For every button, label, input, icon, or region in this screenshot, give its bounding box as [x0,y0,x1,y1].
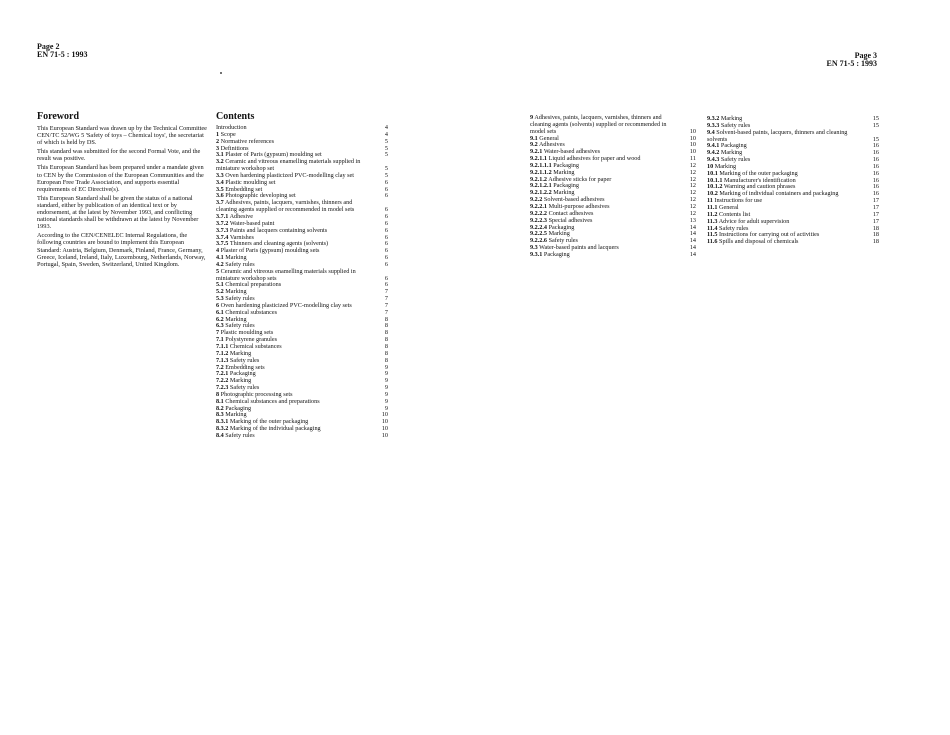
toc-entry-text: Marking [720,149,743,157]
toc-entry [530,115,696,136]
toc-entry-page: 16 [872,183,879,191]
toc-entry-number: 9.2.1.2.1 [530,182,552,190]
toc-entry-page: 9 [384,397,388,405]
toc-entry-page: 16 [872,142,879,150]
toc-entry-page: 12 [689,161,696,169]
toc-entry [216,125,388,132]
toc-entry-number: 10.1 [707,169,718,177]
toc-entry-page: 10 [689,141,696,149]
toc-entry-text: Packaging [720,142,747,150]
toc-entry-number: 8.4 [216,431,224,439]
toc-entry-text: Marking [225,315,247,323]
toc-entry-number: 9.2.2.1 [530,202,548,210]
toc-entry-number: 9.4.3 [707,156,720,164]
toc-entry-number: 3.7.5 [216,240,229,248]
toc-entry-text: Packaging [229,370,256,378]
toc-entry-page: 8 [384,336,388,344]
toc-entry-number: 9.2.2.5 [530,230,548,238]
toc-entry-number: 7.2 [216,363,224,371]
toc-entry-text: Water-based adhesives [543,148,601,156]
toc-entry-text: Marking [225,288,247,296]
toc-entry-number: 9.3.2 [707,115,720,122]
toc-entry-title [216,200,376,214]
toc-entry-page: 8 [384,356,388,364]
toc-entry-page: 9 [384,404,388,412]
toc-entry-text: Manufacturer's identification [724,176,796,184]
toc-entry [216,433,388,440]
toc-entry-text: Packaging [225,404,252,412]
toc-entry-text: Oven hardening plasticized PVC-modelling clay set [225,171,354,179]
toc-entry [707,130,879,144]
toc-entry-text: General [719,203,739,211]
toc-entry-number: 9.2.2 [530,196,543,204]
toc-entry-text: Instructions for carrying out of activities [719,231,820,239]
toc-entry-title [216,269,376,283]
toc-entry-page: 10 [689,148,696,156]
toc-entry-text: Polystyrene granules [225,336,278,344]
toc-entry-number: 7.1.3 [216,356,229,364]
toc-entry-number: 6.1 [216,308,224,316]
toc-entry-page: 5 [384,151,388,159]
toc-entry-number: 10.2 [707,190,718,198]
toc-entry-text: Adhesive [229,212,253,220]
toc-entry-page: 11 [690,155,696,163]
toc-entry [530,252,696,259]
toc-entry-number: 8.3.2 [216,425,229,433]
toc-entry-title [707,130,867,144]
toc-entry-number: 4 [216,247,220,255]
toc-entry-page: 10 [381,411,388,419]
toc-entry-page: 4 [384,130,388,138]
toc-entry-number: 5.2 [216,288,224,296]
toc-entry-text: Safety rules [720,121,751,129]
toc-entry-page: 9 [384,390,388,398]
toc-entry-number: 9.2.2.3 [530,216,548,224]
toc-entry-number: 9.4.2 [707,149,720,157]
toc-entry-text: Plastic moulding set [225,178,276,186]
toc-entry-number: 8.2 [216,404,224,412]
toc-entry-number: 10.1.2 [707,183,723,191]
foreword-heading: Foreword [37,111,80,122]
toc-entry-page: 18 [872,224,879,232]
toc-entry-number: 7.2.3 [216,384,229,392]
toc-entry-text: Marking [225,411,247,419]
toc-entry [216,269,388,283]
toc-entry-text: Safety rules [229,384,260,392]
toc-entry-number: 3.7.4 [216,233,229,241]
toc-entry-text: Safety rules [719,224,749,232]
toc-entry-page: 8 [384,322,388,330]
toc-entry-number: 9.2.1.2.2 [530,189,552,197]
toc-entry-number: 7.1.1 [216,343,229,350]
toc-entry-text: Multi-purpose adhesives [548,202,610,210]
toc-entry-number: 9.2.1.1.2 [530,168,552,176]
toc-entry-page: 14 [689,230,696,238]
toc-entry-text: Marking of the outer packaging [719,169,798,177]
toc-entry-number: 8.1 [216,397,224,405]
toc-entry-page: 16 [872,162,879,170]
toc-entry-text: Advice for adult supervision [718,217,790,225]
toc-entry-page: 18 [872,231,879,239]
toc-entry-text: Packaging [548,223,575,231]
toc-entry-number: 3 [216,144,220,152]
toc-entry [216,159,388,173]
toc-entry-page: 5 [384,165,388,173]
toc-entry-page: 8 [384,343,388,350]
toc-entry-text: Water-based paints and lacquers [539,244,619,252]
right-page-number: Page 3 [854,51,877,60]
toc-entry-page: 17 [872,197,879,205]
toc-entry-page: 8 [384,329,388,337]
toc-column-1 [216,125,388,440]
toc-entry-text: Packaging [543,250,570,258]
toc-entry-page: 6 [384,178,388,186]
toc-entry-text: Safety rules [225,260,255,268]
toc-entry-page: 13 [689,216,696,224]
foreword-paragraph: This European Standard was drawn up by the Technical Committee CEN/TC 52/WG 5 'Safety of toys – Chemical toys', the secretariat of which is held by DS. [37,125,207,147]
toc-entry-text: Introduction [216,124,247,131]
scan-speck [220,72,222,74]
toc-entry-number: 4.1 [216,254,224,262]
toc-entry-page: 9 [384,384,388,392]
toc-entry-number: 6 [216,301,220,309]
toc-entry-number: 7.1 [216,336,224,344]
toc-entry-title [216,159,376,173]
toc-entry-number: 3.1 [216,151,224,159]
toc-entry-text: Oven hardening plasticized PVC-modelling clay sets [220,301,352,309]
toc-entry-page: 15 [872,115,879,122]
toc-entry-text: Chemical preparations [225,281,282,289]
toc-entry-number: 11.6 [707,238,718,246]
toc-entry-page: 16 [872,176,879,184]
toc-entry-number: 3.5 [216,185,224,193]
toc-entry-number: 7.2.1 [216,370,229,378]
toc-entry-page: 12 [689,189,696,197]
toc-entry-page: 9 [384,377,388,385]
toc-entry-page: 10 [689,134,696,142]
toc-entry-page: 17 [872,217,879,225]
toc-entry-title [530,115,684,136]
toc-entry-text: Warning and caution phrases [723,183,796,191]
toc-entry-number: 8 [216,390,220,398]
toc-entry-text: Plaster of Paris (gypsum) moulding sets [220,247,320,255]
toc-column-2 [530,115,696,259]
toc-entry-text: Water-based paint [229,219,275,227]
toc-entry-page: 15 [872,121,879,129]
foreword-paragraph: This European Standard shall be given the status of a national standard, either by publication of an identical text or by endorsement, at the latest by November 1993, and conflicting national standards shall be withdrawn at the latest by November 1993. [37,194,199,231]
toc-entry-number: 5.3 [216,295,224,303]
toc-entry-text: Contents list [719,210,751,218]
toc-entry-page: 9 [384,370,388,378]
toc-entry-text: Marking of the individual packaging [229,425,321,433]
toc-entry-page: 16 [872,169,879,177]
toc-entry-text: Marking [229,377,252,385]
toc-entry-page: 10 [381,431,388,439]
toc-entry-page: 6 [384,274,388,282]
toc-entry-page: 5 [384,137,388,145]
toc-entry-text: Spills and disposal of chemicals [719,238,799,246]
toc-entry-text: Safety rules [548,237,578,245]
toc-entry-page: 6 [384,281,388,289]
toc-entry-page: 6 [384,185,388,193]
toc-entry-page: 4 [384,124,388,131]
toc-entry-text: Marking [714,162,737,170]
toc-entry-page: 6 [384,260,388,268]
toc-entry-text: Embedding sets [225,363,265,371]
toc-entry-page: 6 [384,226,388,234]
toc-entry-page: 6 [384,247,388,255]
toc-entry-number: 7 [216,329,220,337]
toc-entry-title [530,252,684,259]
toc-entry-page: 10 [381,418,388,426]
toc-entry-page: 7 [384,295,388,303]
toc-entry-text: Solvent-based paints, lacquers, thinners and cleaning solvents [707,128,848,143]
toc-column-3 [707,116,879,246]
toc-entry-number: 10 [707,162,714,170]
toc-entry-number: 9.2.2.2 [530,209,548,217]
toc-entry-number: 9.4.1 [707,142,720,150]
toc-entry-page: 16 [872,156,879,164]
toc-entry-text: Plastic moulding sets [220,329,274,337]
toc-entry-page: 7 [384,301,388,309]
toc-entry-text: Marking [553,189,575,197]
toc-entry-text: Liquid adhesives for paper and wood [548,155,641,163]
toc-entry-text: Marking [720,115,743,122]
toc-entry-page: 10 [381,425,388,433]
toc-entry-number: 8.3.1 [216,418,229,426]
toc-entry-page: 15 [872,135,879,143]
toc-entry-number: 1 [216,130,220,138]
toc-entry-text: Safety rules [225,295,255,303]
toc-entry-number: 9.2 [530,141,538,149]
toc-entry-page: 6 [384,206,388,214]
toc-entry-text: Photographic processing sets [220,390,293,398]
toc-entry-number: 3.3 [216,171,224,179]
toc-entry-number: 9.2.1 [530,148,543,156]
toc-entry-number: 11.3 [707,217,718,225]
toc-entry-text: Solvent-based adhesives [543,196,605,204]
toc-entry-text: Marking of the outer packaging [229,418,309,426]
toc-entry-number: 3.4 [216,178,224,186]
toc-entry-text: Marking [553,168,575,176]
toc-entry-text: Adhesives, paints, lacquers, varnishes, thinners and cleaning agents (solvents) supplied or recommended in model sets [530,114,667,135]
foreword-paragraph: According to the CEN/CENELEC Internal Regulations, the following countries are bound to implement this European Standard: Austria, Belgium, Denmark, Finland, France, Germany, Greece, Iceland, Ireland, Italy, Luxembourg, Netherlands, Norway, Portugal, Spain, Sweden, Switzerland, United Kingdom. [37,232,206,268]
toc-entry-page: 14 [689,250,696,258]
left-doc-id: EN 71-5 : 1993 [37,50,88,59]
contents-heading: Contents [216,111,255,122]
toc-entry-page: 12 [689,196,696,204]
toc-entry-text: Paints and lacquers containing solvents [229,226,328,234]
toc-entry-number: 7.2.2 [216,377,229,385]
toc-entry-page: 8 [384,315,388,323]
toc-entry-page: 12 [689,168,696,176]
toc-entry-number: 5 [216,267,220,275]
toc-entry-text: Varnishes [229,233,254,241]
toc-entry-text: Embedding set [225,185,263,193]
toc-entry-text: Plaster of Paris (gypsum) moulding set [225,151,322,159]
toc-entry-number: 3.6 [216,192,224,200]
toc-entry-text: Chemical substances [229,343,282,350]
toc-entry-page: 18 [872,238,879,246]
toc-entry-page: 12 [689,182,696,190]
toc-entry-page: 16 [872,149,879,157]
toc-entry-number: 6.2 [216,315,224,323]
toc-entry-number: 8.3 [216,411,224,419]
toc-entry-text: Ceramic and vitreous enamelling materials supplied in miniature workshop sets [216,267,356,282]
toc-entry-page: 14 [689,237,696,245]
toc-entry-number: 9.3.3 [707,121,720,129]
toc-entry-number: 9.1 [530,134,538,142]
toc-entry-page: 5 [384,144,388,152]
toc-entry-text: Packaging [553,161,579,169]
toc-entry-page: 12 [689,202,696,210]
toc-entry-number: 2 [216,137,220,145]
toc-entry-text: Special adhesives [548,216,593,224]
toc-entry-number: 9.3.1 [530,250,543,258]
toc-entry-text: Scope [220,130,236,138]
toc-entry-text: Adhesives [538,141,565,149]
toc-entry-text: Thinners and cleaning agents (solvents) [229,240,329,248]
toc-entry-page: 6 [384,240,388,248]
toc-entry-text: Marking [548,230,570,238]
toc-entry [216,200,388,214]
toc-entry-text: General [539,134,559,142]
toc-entry-page: 8 [384,349,388,357]
toc-entry-text: Contact adhesives [548,209,594,217]
toc-entry-text: Marking [225,254,247,262]
toc-entry-number: 9.2.2.4 [530,223,548,231]
toc-entry-page: 14 [689,244,696,252]
toc-entry-page: 16 [872,190,879,198]
toc-entry-text: Marking [229,349,252,357]
toc-entry-number: 6.3 [216,322,224,330]
toc-entry-number: 10.1.1 [707,176,723,184]
toc-entry-page: 17 [872,210,879,218]
toc-entry-number: 7.1.2 [216,349,229,357]
toc-entry-number: 11.2 [707,210,718,218]
toc-entry-page: 10 [689,127,696,135]
toc-entry-number: 3.7.3 [216,226,229,234]
toc-entry-page: 7 [384,288,388,296]
toc-entry-number: 3.7.2 [216,219,229,227]
toc-entry-page: 12 [689,209,696,217]
toc-entry-text: Chemical substances [225,308,278,316]
toc-entry-text: Safety rules [225,431,255,439]
toc-entry-number: 3.2 [216,158,224,166]
toc-entry-number: 9 [530,114,534,121]
toc-entry-number: 9.2.1.2 [530,175,548,183]
toc-entry-number: 9.2.1.1.1 [530,161,552,169]
toc-entry-page: 5 [384,171,388,179]
toc-entry-text: Instructions for use [714,197,763,205]
toc-entry-number: 3.7 [216,199,224,207]
toc-entry-text: Adhesives, paints, lacquers, varnishes, thinners and cleaning agents supplied or recommended in model sets [216,199,355,214]
toc-entry-page: 6 [384,219,388,227]
toc-entry-text: Safety rules [720,156,751,164]
left-page-number: Page 2 [37,42,60,51]
toc-entry-number: 9.3 [530,244,538,252]
toc-entry-title [216,125,376,132]
toc-entry-page: 7 [384,308,388,316]
toc-entry-page: 12 [689,175,696,183]
toc-entry-number: 4.2 [216,260,224,268]
toc-entry-number: 11.1 [707,203,718,211]
toc-entry-text: Safety rules [229,356,260,364]
toc-entry-page: 9 [384,363,388,371]
toc-entry-text: Normative references [220,137,275,145]
foreword-paragraph: This standard was submitted for the second Formal Vote, and the result was positive. [37,148,201,163]
toc-entry [707,239,879,246]
toc-entry-number: 9.2.2.6 [530,237,548,245]
left-page-header [37,43,87,59]
toc-entry-page: 6 [384,254,388,262]
toc-entry-number: 3.7.1 [216,212,229,220]
toc-entry-text: Chemical substances and preparations [225,397,320,405]
toc-entry-title [216,433,376,440]
toc-entry-text: Marking of individual containers and packaging [719,190,839,198]
toc-entry-page: 6 [384,233,388,241]
toc-entry-number: 11.5 [707,231,718,239]
right-doc-id: EN 71-5 : 1993 [826,59,877,68]
toc-entry-text: Adhesive sticks for paper [548,175,612,183]
toc-entry-text: Photographic developing set [225,192,296,200]
toc-entry-title [707,239,867,246]
toc-entry-text: Safety rules [225,322,255,330]
foreword-paragraph: This European Standard has been prepared under a mandate given to CEN by the Commission of the European Communities and the European Free Trade Association, and supports essential requirements of EC Directive(s). [37,164,204,193]
toc-entry-page: 6 [384,192,388,200]
foreword-body [37,125,207,270]
toc-entry-text: Definitions [220,144,249,152]
toc-entry-page: 17 [872,203,879,211]
right-page-header [827,52,877,68]
toc-entry-page: 14 [689,223,696,231]
toc-entry-page: 6 [384,212,388,220]
toc-entry-number: 5.1 [216,281,224,289]
toc-entry-number: 9.4 [707,128,715,136]
toc-entry-text: Packaging [553,182,579,190]
toc-entry-number: 11 [707,197,713,205]
toc-entry-text: Ceramic and vitreous enamelling materials supplied in miniature workshop set [216,158,361,173]
toc-entry-number: 9.2.1.1 [530,155,548,163]
toc-entry-number: 11.4 [707,224,718,232]
